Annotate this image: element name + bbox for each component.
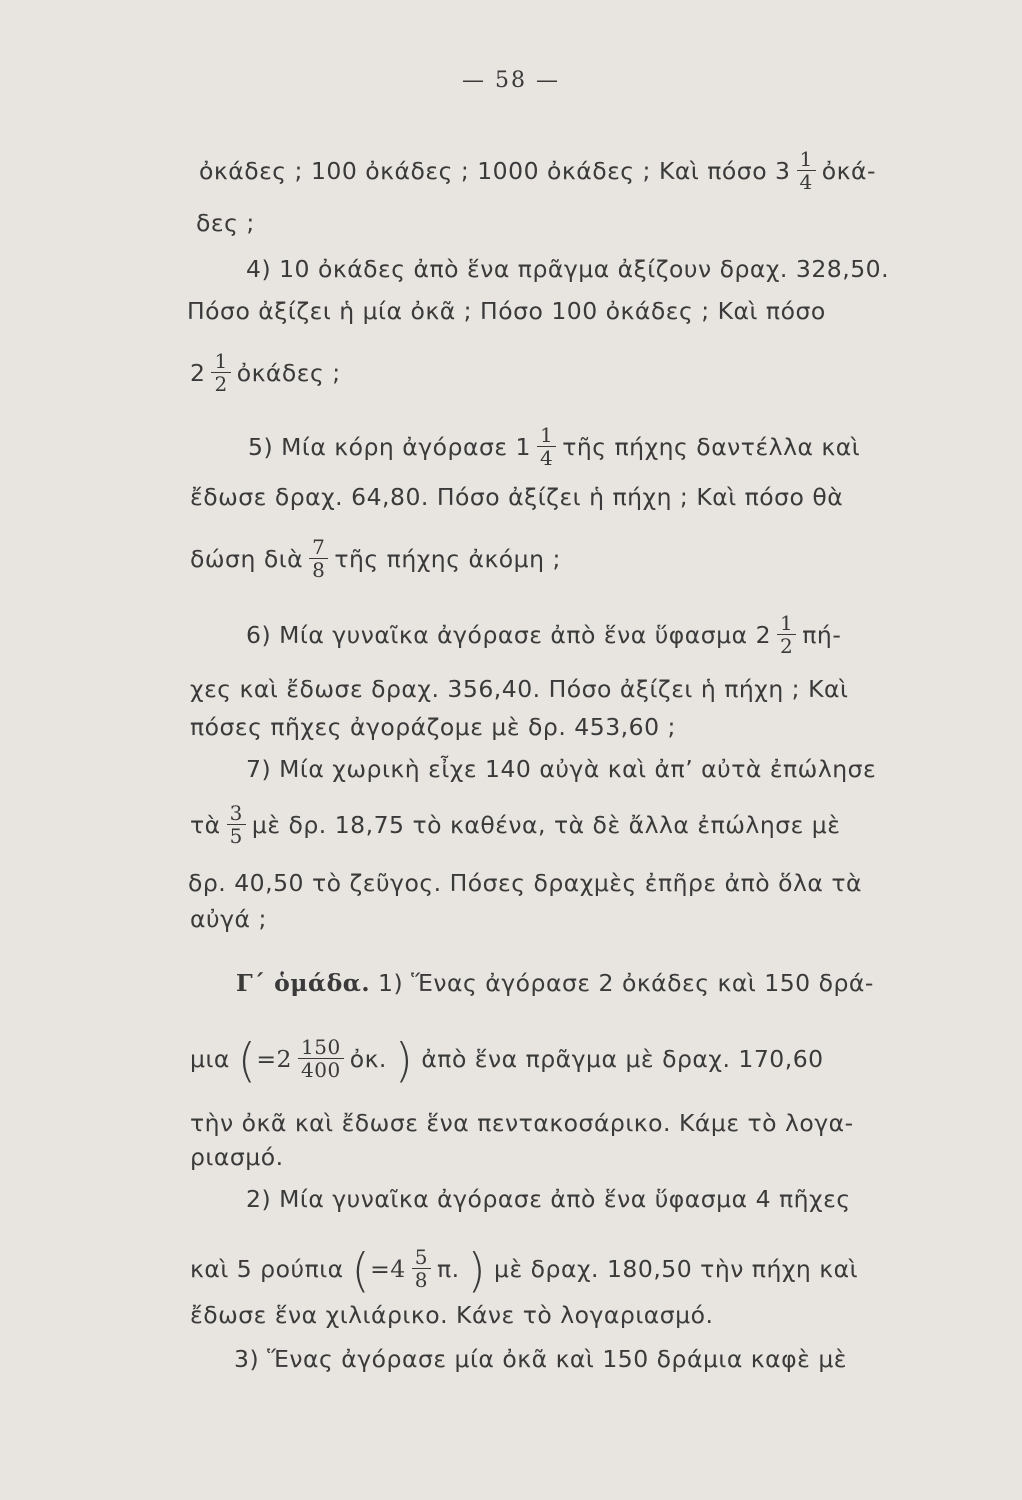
close-paren: ) [467, 1243, 487, 1298]
text-segment: μὲ δραχ. 180,50 τὴν πήχη καὶ [494, 1255, 859, 1283]
text-segment: ὀκάδες ; [236, 359, 341, 387]
text-segment: τῆς πήχης δαντέλλα καὶ [562, 433, 861, 461]
text-line: πόσες πῆχες ἀγοράζομε μὲ δρ. 453,60 ; [190, 713, 676, 741]
denominator: 400 [298, 1058, 344, 1081]
open-paren: ( [351, 1243, 371, 1298]
fraction [211, 350, 230, 395]
open-paren: ( [237, 1033, 257, 1088]
text-line [248, 423, 861, 471]
text-segment: τῆς πήχης ἀκόμη ; [334, 545, 561, 573]
numerator: 3 [229, 801, 243, 825]
text-line [190, 1243, 859, 1298]
text-segment: 2 [190, 359, 206, 387]
denominator: 2 [777, 634, 796, 657]
text-line: Πόσο ἀξίζει ἡ μία ὀκᾶ ; Πόσο 100 ὀκάδες ; Καὶ πόσο [187, 297, 826, 325]
fraction [537, 424, 556, 469]
close-paren: ) [394, 1033, 414, 1088]
text-line: 4) 10 ὀκάδες ἀπὸ ἕνα πρᾶγμα ἀξίζουν δραχ. 328,50. [246, 255, 890, 283]
denominator: 2 [211, 372, 230, 395]
text-segment: πή- [802, 621, 842, 649]
numerator: 150 [301, 1035, 341, 1059]
text-segment: =4 [370, 1255, 406, 1283]
text-line [190, 1033, 824, 1088]
text-segment: καὶ 5 ρούπια [190, 1255, 344, 1283]
text-line [199, 147, 876, 195]
numerator: 1 [780, 611, 794, 635]
text-line: ριασμό. [190, 1143, 284, 1171]
text-line: δες ; [196, 209, 255, 237]
text-segment: 5) Μία κόρη ἀγόρασε 1 [248, 433, 531, 461]
text-segment: ὀκ. [349, 1045, 387, 1073]
denominator: 8 [412, 1268, 431, 1291]
numerator: 1 [540, 423, 554, 447]
text-segment: ὀκά- [821, 157, 876, 185]
fraction [227, 802, 246, 847]
text-line: 2) Μία γυναῖκα ἀγόρασε ἀπὸ ἕνα ὕφασμα 4 πῆχες [246, 1185, 851, 1213]
text-segment: 6) Μία γυναῖκα ἀγόρασε ἀπὸ ἕνα ὕφασμα 2 [246, 621, 772, 649]
text-segment: =2 [256, 1045, 292, 1073]
page-number: — 58 — [462, 68, 560, 93]
numerator: 1 [799, 147, 813, 171]
text-line: ἔδωσε ἕνα χιλιάρικο. Κάνε τὸ λογαριασμό. [190, 1301, 714, 1329]
text-segment: δώση διὰ [190, 545, 304, 573]
text-line: τὴν ὀκᾶ καὶ ἔδωσε ἕνα πεντακοσάρικο. Κάμε τὸ λογα- [190, 1109, 854, 1137]
denominator: 8 [309, 558, 328, 581]
text-line: ἔδωσε δραχ. 64,80. Πόσο ἀξίζει ἡ πήχη ; Καὶ πόσο θὰ [190, 483, 844, 511]
fraction [797, 148, 816, 193]
text-segment: τὰ [190, 811, 221, 839]
fraction [298, 1036, 344, 1081]
denominator: 5 [227, 824, 246, 847]
text-line [190, 801, 841, 849]
text-segment: ὀκάδες ; 100 ὀκάδες ; 1000 ὀκάδες ; Καὶ πόσο 3 [199, 157, 791, 185]
text-line: 7) Μία χωρικὴ εἶχε 140 αὐγὰ καὶ ἀπ’ αὐτὰ ἐπώλησε [246, 755, 877, 783]
numerator: 5 [414, 1245, 428, 1269]
text-line [190, 349, 341, 397]
denominator: 4 [537, 446, 556, 469]
text-line: δρ. 40,50 τὸ ζεῦγος. Πόσες δραχμὲς ἐπῆρε ἀπὸ ὅλα τὰ [188, 869, 862, 897]
numerator: 1 [214, 349, 228, 373]
text-segment: μὲ δρ. 18,75 τὸ καθένα, τὰ δὲ ἄλλα ἐπώλησε μὲ [251, 811, 841, 839]
text-line: αὐγά ; [190, 905, 267, 933]
section-heading: Γ΄ ὁμάδα. [236, 969, 371, 997]
text-segment: 1) Ἕνας ἀγόρασε 2 ὀκάδες καὶ 150 δρά- [378, 969, 874, 997]
fraction [309, 536, 328, 581]
text-segment: μια [190, 1045, 230, 1073]
denominator: 4 [797, 170, 816, 193]
numerator: 7 [312, 535, 326, 559]
text-line [190, 535, 561, 583]
text-line [236, 968, 874, 998]
text-segment: ἀπὸ ἕνα πρᾶγμα μὲ δραχ. 170,60 [421, 1045, 824, 1073]
text-line: 3) Ἕνας ἀγόρασε μία ὀκᾶ καὶ 150 δράμια καφὲ μὲ [234, 1345, 847, 1373]
fraction [777, 612, 796, 657]
text-line [246, 611, 842, 659]
text-segment: π. [437, 1255, 460, 1283]
fraction [412, 1246, 431, 1291]
text-line: χες καὶ ἔδωσε δραχ. 356,40. Πόσο ἀξίζει ἡ πήχη ; Καὶ [190, 675, 849, 703]
